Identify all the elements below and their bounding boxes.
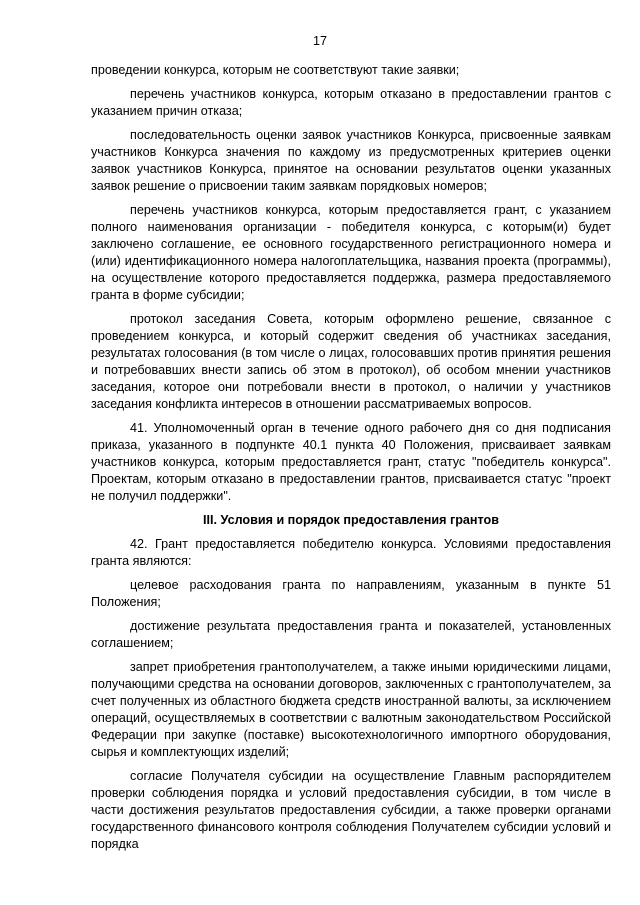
paragraph: запрет приобретения грантополучателем, а также иными юридическими лицами, получающими средства на основании договоров, заключенных с грантополучателем, за счет полученных из областного бюджета средств иностранной валюты, за исключением операций, осуществляемых в соответствии с валютным законодательством Российской Федерации при закупке (поставке) высокотехнологичного импортного оборудования, сырья и комплектующих изделий; (91, 660, 611, 759)
paragraph: проведении конкурса, которым не соответствуют такие заявки; (91, 63, 460, 77)
paragraph: перечень участников конкурса, которым предоставляется грант, с указанием полного наименования организации - победителя конкурса, с которым(и) будет заключено соглашение, ее основного государственного регистрационного номера и (или) идентификационного номера налогоплательщика, названия проекта (программы), на осуществление которого предоставляется поддержка, размера предоставляемого гранта в форме субсидии; (91, 203, 611, 302)
page-number: 17 (312, 34, 327, 48)
paragraph: перечень участников конкурса, которым отказано в предоставлении грантов с указанием причин отказа; (91, 87, 611, 118)
document-body (91, 62, 611, 860)
paragraph: 42. Грант предоставляется победителю конкурса. Условиями предоставления гранта являются: (91, 537, 611, 568)
section-heading: III. Условия и порядок предоставления грантов (203, 513, 499, 527)
paragraph: согласие Получателя субсидии на осуществление Главным распорядителем проверки соблюдения порядка и условий предоставления субсидии, в том числе в части достижения результатов предоставления субсидии, а также проверки органами государственного финансового контроля соблюдения Получателем субсидии условий и порядка (91, 769, 611, 851)
paragraph: последовательность оценки заявок участников Конкурса, присвоенные заявкам участников Конкурса значения по каждому из предусмотренных критериев оценки заявок участников Конкурса, принятое на основании результатов оценки указанных заявок решение о присвоении таким заявкам порядковых номеров; (91, 128, 611, 193)
paragraph: протокол заседания Совета, которым оформлено решение, связанное с проведением конкурса, и который содержит сведения об участниках заседания, результатах голосования (в том числе о лицах, голосовавших против принятия решения и потребовавших внести запись об этом в протокол), об особом мнении участников заседания, которое они потребовали внести в протокол, о наличии у участников заседания конфликта интересов в отношении рассматриваемых вопросов. (91, 312, 611, 411)
paragraph: достижение результата предоставления гранта и показателей, установленных соглашением; (91, 619, 611, 650)
paragraph: целевое расходования гранта по направлениям, указанным в пункте 51 Положения; (91, 578, 611, 609)
paragraph: 41. Уполномоченный орган в течение одного рабочего дня со дня подписания приказа, указанного в подпункте 40.1 пункта 40 Положения, присваивает заявкам участников конкурса, которым предоставляется грант, статус "победитель конкурса". Проектам, которым отказано в предоставлении грантов, присваивается статус "проект не получил поддержки". (91, 421, 611, 503)
